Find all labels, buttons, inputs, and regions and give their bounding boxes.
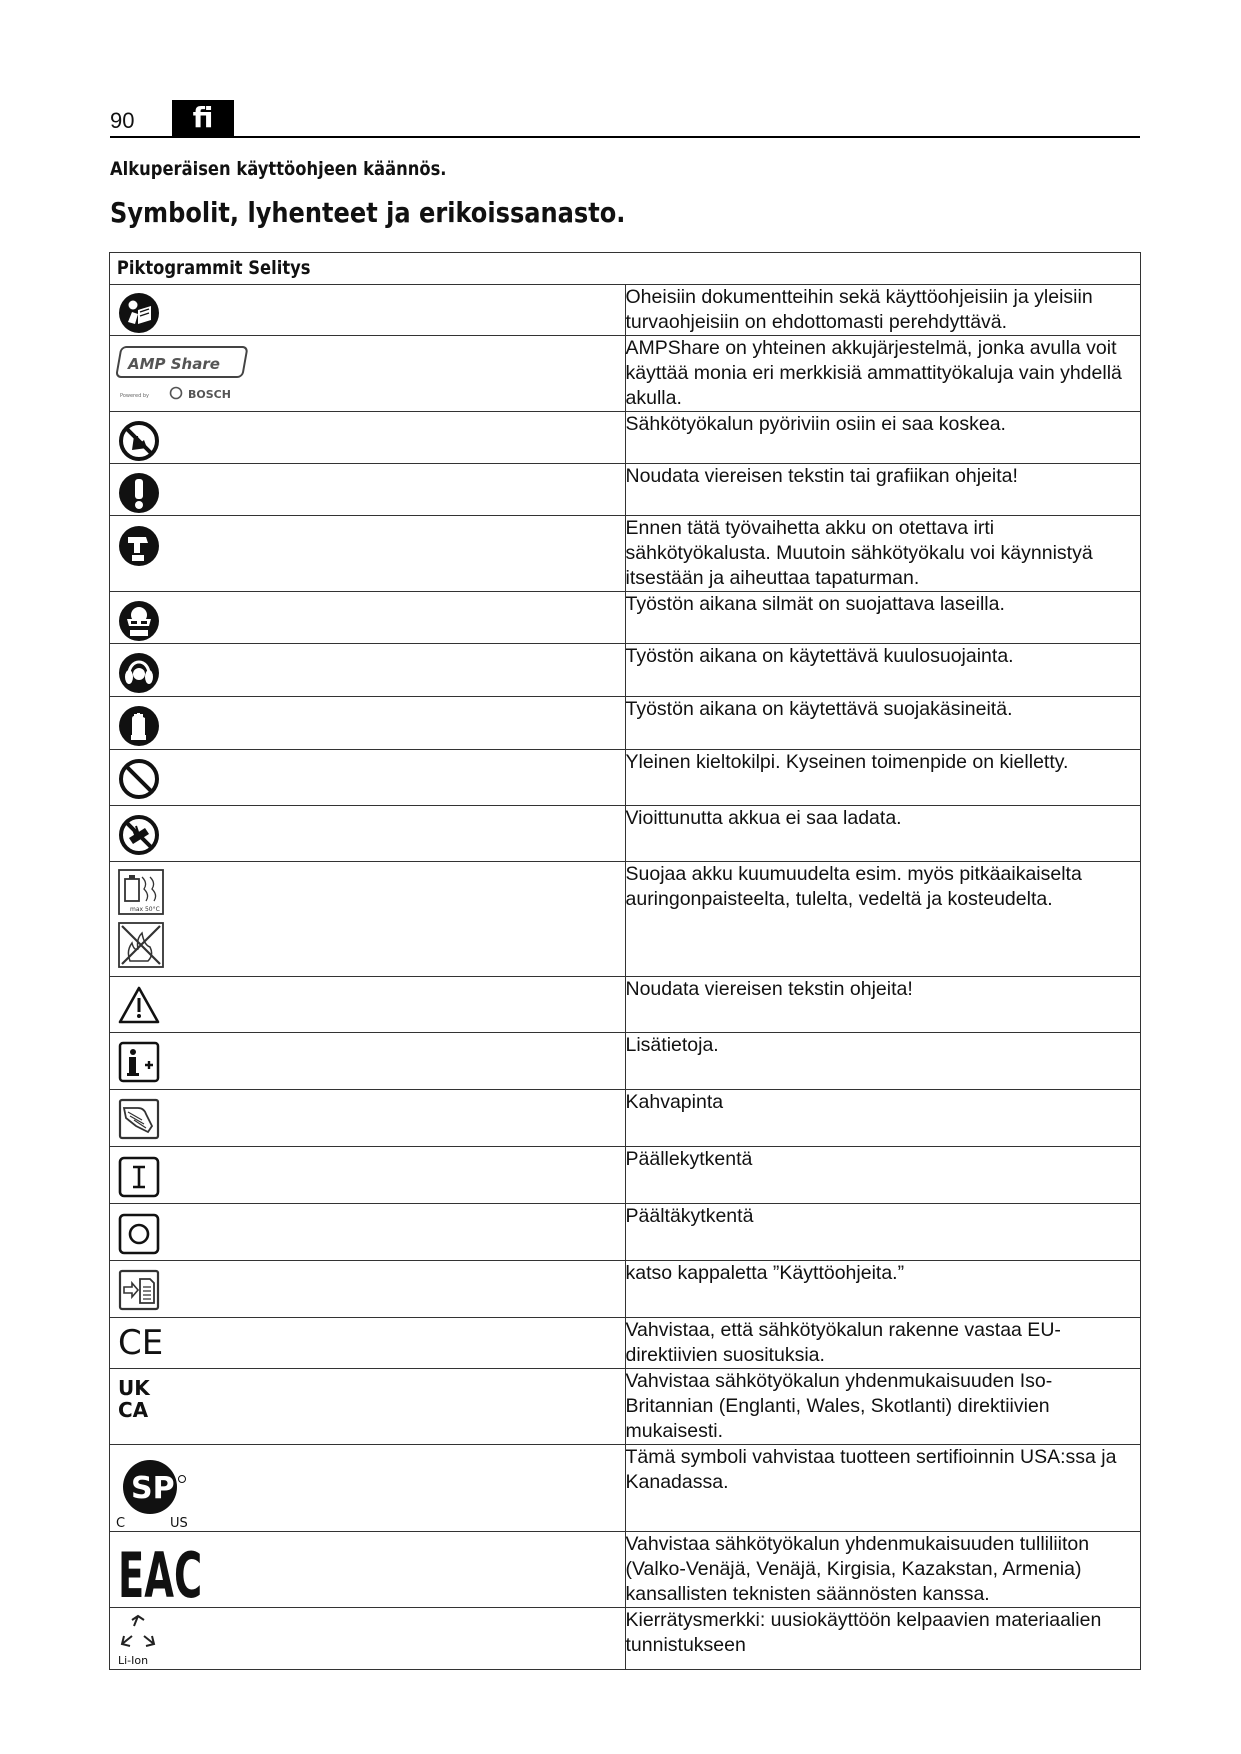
row-description: Kierrätysmerkki: uusiokäyttöön kelpaavien materiaalien tunnistukseen (625, 1608, 1141, 1670)
remove-battery-icon (118, 525, 160, 567)
warning-triangle-icon (118, 985, 160, 1025)
table-row (110, 1608, 1141, 1670)
svg-text:BOSCH: BOSCH (188, 388, 231, 401)
row-description: Vahvistaa sähkötyökalun yhdenmukaisuuden Iso-Britannian (Englanti, Wales, Skotlanti) direktiivien mukaisesti. (625, 1369, 1141, 1445)
table-row (110, 516, 1141, 592)
csa-mark-icon (114, 1453, 204, 1531)
table-row (110, 336, 1141, 412)
row-description: Työstön aikana on käytettävä kuulosuojainta. (625, 644, 1141, 697)
svg-text:EAC: EAC (118, 1540, 203, 1613)
row-description: Lisätietoja. (625, 1033, 1141, 1090)
table-row (110, 592, 1141, 644)
row-description: Vahvistaa sähkötyökalun yhdenmukaisuuden tulliliiton (Valko-Venäjä, Venäjä, Kirgisia, Kazakstan, Armenia) kansallisten teknisten säännösten kanssa. (625, 1532, 1141, 1608)
table-row (110, 862, 1141, 977)
ampshare-logo-icon (118, 344, 258, 404)
row-description: Työstön aikana silmät on suojattava laseilla. (625, 592, 1141, 644)
table-row (110, 285, 1141, 336)
svg-text:UK: UK (118, 1376, 150, 1400)
table-row (110, 806, 1141, 862)
table-row (110, 412, 1141, 464)
table-row (110, 1261, 1141, 1318)
ukca-mark-icon (118, 1375, 158, 1422)
table-row (110, 1318, 1141, 1369)
battery-heat-icon (118, 869, 164, 969)
svg-text:C: C (116, 1516, 126, 1531)
table-row (110, 1147, 1141, 1204)
see-instructions-icon (118, 1269, 160, 1311)
header-rule (110, 136, 1140, 138)
section-title: Symbolit, lyhenteet ja erikoissanasto. (110, 196, 626, 229)
grip-surface-icon (118, 1098, 160, 1140)
row-description: Ennen tätä työvaihetta akku on otettava irti sähkötyökalusta. Muutoin sähkötyökalu voi käynnistyä itsestään ja aiheuttaa tapaturman. (625, 516, 1141, 592)
row-description: Oheisiin dokumentteihin sekä käyttöohjeisiin ja yleisiin turvaohjeisiin on ehdottomasti perehdyttävä. (625, 285, 1141, 336)
table-row (110, 464, 1141, 516)
row-description: Tämä symboli vahvistaa tuotteen sertifioinnin USA:ssa ja Kanadassa. (625, 1445, 1141, 1532)
recycling-li-ion-icon (118, 1614, 162, 1666)
svg-text:AMP Share: AMP Share (128, 355, 220, 373)
row-description: Työstön aikana on käytettävä suojakäsineitä. (625, 697, 1141, 750)
table-row (110, 644, 1141, 697)
row-description: AMPShare on yhteinen akkujärjestelmä, jonka avulla voit käyttää monia eri merkkisiä ammattityökaluja vain yhdellä akulla. (625, 336, 1141, 412)
row-description: Noudata viereisen tekstin ohjeita! (625, 977, 1141, 1033)
info-icon (118, 1041, 160, 1083)
table-row (110, 977, 1141, 1033)
table-row (110, 1445, 1141, 1532)
ce-mark-icon (118, 1323, 168, 1363)
table-row (110, 1204, 1141, 1261)
gloves-icon (118, 705, 160, 747)
table-row (110, 1369, 1141, 1445)
eac-mark-icon (118, 1539, 203, 1613)
page-number: 90 (110, 108, 135, 133)
prohibition-icon (118, 758, 160, 800)
table-row (110, 1532, 1141, 1608)
row-description: Noudata viereisen tekstin tai grafiikan ohjeita! (625, 464, 1141, 516)
language-tab: fi (172, 100, 234, 136)
svg-text:US: US (170, 1516, 188, 1531)
svg-text:Li-Ion: Li-Ion (118, 1654, 149, 1667)
row-description: Vioittunutta akkua ei saa ladata. (625, 806, 1141, 862)
row-description: Sähkötyökalun pyöriviin osiin ei saa koskea. (625, 412, 1141, 464)
do-not-touch-icon (118, 420, 160, 462)
svg-text:max 50°C: max 50°C (130, 906, 160, 913)
no-charge-damaged-battery-icon (118, 814, 160, 856)
svg-text:CA: CA (118, 1398, 149, 1422)
row-description: Vahvistaa, että sähkötyökalun rakenne vastaa EU-direktiivien suosituksia. (625, 1318, 1141, 1369)
table-header: Piktogrammit Selitys (110, 253, 1141, 285)
symbols-table (109, 252, 1141, 1670)
svg-text:SP: SP (131, 1471, 175, 1506)
table-row (110, 1090, 1141, 1147)
row-description: Suojaa akku kuumuudelta esim. myös pitkäaikaiselta auringonpaisteelta, tulelta, vedeltä ja kosteudelta. (625, 862, 1141, 977)
eye-protection-icon (118, 600, 160, 642)
read-manual-icon (118, 292, 160, 334)
table-row (110, 750, 1141, 806)
row-description: Yleinen kieltokilpi. Kyseinen toimenpide on kielletty. (625, 750, 1141, 806)
row-description: katso kappaletta ”Käyttöohjeita.” (625, 1261, 1141, 1318)
svg-text:CE: CE (118, 1323, 164, 1363)
table-header-row (110, 253, 1141, 285)
row-description: Päältäkytkentä (625, 1204, 1141, 1261)
translation-note: Alkuperäisen käyttöohjeen käännös. (110, 158, 447, 180)
exclamation-icon (118, 472, 160, 514)
table-row (110, 697, 1141, 750)
table-row (110, 1033, 1141, 1090)
switch-on-icon (118, 1156, 160, 1198)
page-header (110, 100, 1140, 138)
row-description: Päällekytkentä (625, 1147, 1141, 1204)
row-description: Kahvapinta (625, 1090, 1141, 1147)
svg-text:Powered by: Powered by (120, 393, 149, 399)
switch-off-icon (118, 1213, 160, 1255)
ear-protection-icon (118, 652, 160, 694)
